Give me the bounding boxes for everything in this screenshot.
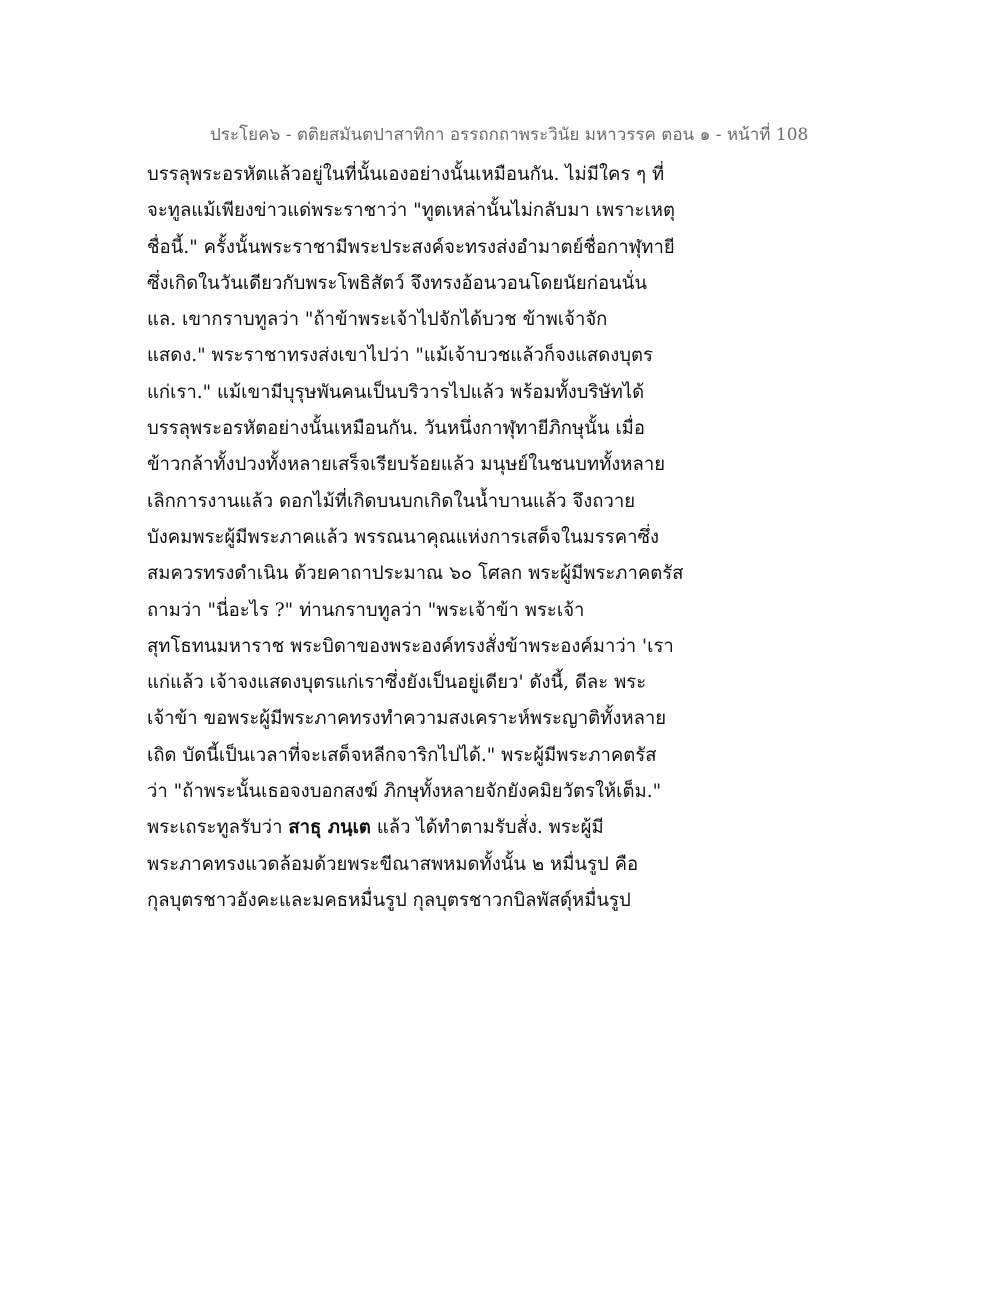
text-line-9: ข้าวกล้าทั้งปวงทั้งหลายเสร็จเรียบร้อยแล้ว มนุษย์ในชนบททั้งหลาย [147, 454, 666, 476]
text-line-19 [147, 810, 727, 846]
text-line-19-before: พระเถระทูลรับว่า [147, 817, 289, 839]
text-line-11: บังคมพระผู้มีพระภาคแล้ว พรรณนาคุณแห่งการเสด็จในมรรคาซึ่ง [147, 526, 660, 548]
body-text [147, 157, 727, 919]
text-line-20: พระภาคทรงแวดล้อมด้วยพระขีณาสพหมดทั้งนั้น ๒ หมื่นรูป คือ [147, 853, 639, 875]
text-line-15: แก่แล้ว เจ้าจงแสดงบุตรแก่เราซึ่งยังเป็นอยู่เดียว' ดังนี้, ดีละ พระ [147, 672, 647, 694]
text-line-6: แสดง." พระราชาทรงส่งเขาไปว่า "แม้เจ้าบวชแล้วก็จงแสดงบุตร [147, 345, 653, 367]
text-line-3: ชื่อนี้." ครั้งนั้นพระราชามีพระประสงค์จะทรงส่งอำมาตย์ชื่อกาฬุทายี [147, 236, 675, 258]
text-line-5: แล. เขากราบทูลว่า "ถ้าข้าพระเจ้าไปจักได้บวช ข้าพเจ้าจัก [147, 309, 608, 331]
pali-phrase: สาธุ ภนฺเต [288, 817, 371, 839]
text-line-7: แก่เรา." แม้เขามีบุรุษพันคนเป็นบริวารไปแล้ว พร้อมทั้งบริษัทได้ [147, 381, 645, 403]
text-line-21: กุลบุตรชาวอังคะและมคธหมื่นรูป กุลบุตรชาวกบิลพัสดุ์หมื่นรูป [147, 889, 631, 911]
text-line-16: เจ้าข้า ขอพระผู้มีพระภาคทรงทำความสงเคราะห์พระญาติทั้งหลาย [147, 708, 667, 730]
text-line-13: ถามว่า "นี่อะไร ?" ท่านกราบทูลว่า "พระเจ้าข้า พระเจ้า [147, 599, 585, 621]
text-line-10: เลิกการงานแล้ว ดอกไม้ที่เกิดบนบกเกิดในน้ำบานแล้ว จึงถวาย [147, 490, 636, 512]
text-line-17: เถิด บัดนี้เป็นเวลาที่จะเสด็จหลีกจาริกไปได้." พระผู้มีพระภาคตรัส [147, 744, 657, 766]
text-line-8: บรรลุพระอรหัตอย่างนั้นเหมือนกัน. วันหนึ่งกาฬุทายีภิกษุนั้น เมื่อ [147, 418, 645, 440]
running-header: ประโยค๖ - ตติยสมันตปาสาทิกา อรรถกถาพระวินัย มหาวรรค ตอน ๑ - หน้าที่ 108 [210, 125, 809, 145]
text-line-2: จะทูลแม้เพียงข่าวแด่พระราชาว่า "ทูตเหล่านั้นไม่กลับมา เพราะเหตุ [147, 200, 675, 222]
text-line-19-after: แล้ว ได้ทำตามรับสั่ง. พระผู้มี [370, 817, 604, 839]
text-line-14: สุทโธทนมหาราช พระบิดาของพระองค์ทรงสั่งข้าพระองค์มาว่า 'เรา [147, 635, 674, 657]
text-line-4: ซึ่งเกิดในวันเดียวกับพระโพธิสัตว์ จึงทรงอ้อนวอนโดยนัยก่อนนั่น [147, 272, 647, 294]
text-line-18: ว่า "ถ้าพระนั้นเธอจงบอกสงฆ์ ภิกษุทั้งหลายจักยังคมิยวัตรให้เต็ม." [147, 781, 662, 803]
text-line-1: บรรลุพระอรหัตแล้วอยู่ในที่นั้นเองอย่างนั้นเหมือนกัน. ไม่มีใคร ๆ ที่ [147, 164, 665, 185]
text-line-12: สมควรทรงดำเนิน ด้วยคาถาประมาณ ๖๐ โศลก พระผู้มีพระภาคตรัส [147, 563, 684, 585]
